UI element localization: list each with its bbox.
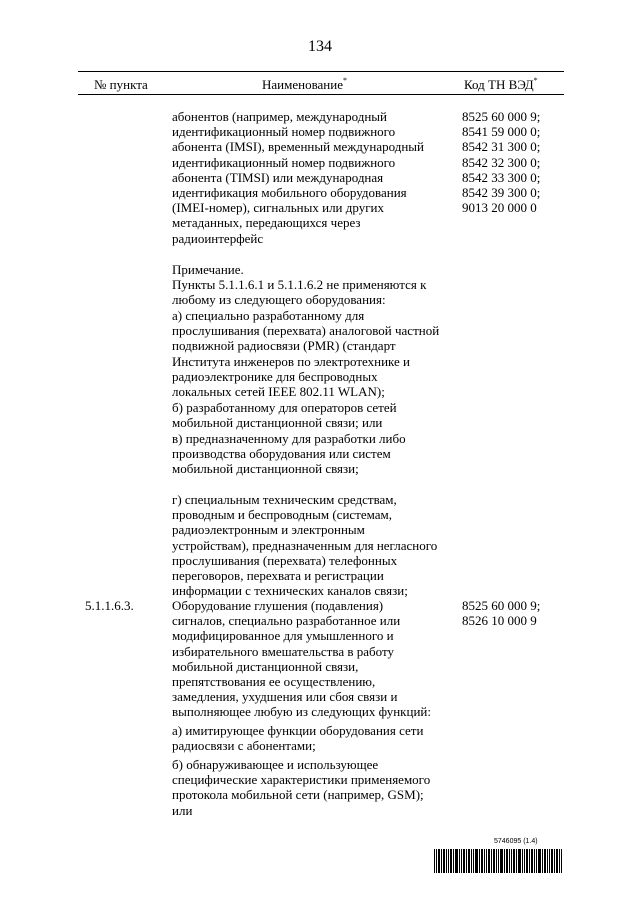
row-2-codes: 8525 60 000 9; 8526 10 000 9: [462, 598, 541, 629]
page-number: 134: [308, 38, 332, 55]
column-header-name-text: Наименование: [262, 77, 343, 92]
row-1-paragraph-a: а) специально разработанному для прослушивания (перехвата) аналоговой частной подвижной радиосвязи (PMR) (стандарт Института инженеров по электротехнике и радиоэлектронике для беспроводных локальных сетей IEEE 802.11 WLAN);: [172, 308, 440, 400]
row-1-paragraph-1: абонентов (например, международный идентификационный номер подвижного абонента (IMSI), временный международный идентификационный номер подвижного абонента (TIMSI) или международная идентификация мобильного оборудования (IMEI-номер), сигнальных или других метаданных, передающихся через радиоинтерфейс: [172, 109, 425, 246]
table-header-top-border: [78, 71, 564, 72]
column-header-code-footnote-mark: *: [533, 76, 538, 85]
row-1-paragraph-b: б) разработанному для операторов сетей мобильной дистанционной связи; или: [172, 400, 397, 431]
column-header-name: [262, 77, 347, 92]
row-2-paragraph-b: б) обнаруживающее и использующее специфические характеристики применяемого протокола мобильной сети (например, GSM); или: [172, 757, 431, 818]
row-2-number: 5.1.1.6.3.: [85, 598, 134, 613]
column-header-code-text: Код ТН ВЭД: [464, 77, 534, 92]
document-id: 5746095 (1.4): [494, 838, 538, 845]
row-2-paragraph-a: а) имитирующее функции оборудования сети радиосвязи с абонентами;: [172, 723, 424, 754]
barcode-image: [434, 849, 562, 873]
table-header-bottom-border: [78, 94, 564, 95]
row-1-codes: 8525 60 000 9; 8541 59 000 0; 8542 31 300 0; 8542 32 300 0; 8542 33 300 0; 8542 39 300 0; 9013 20 000 0: [462, 109, 541, 216]
row-1-paragraph-note: Примечание. Пункты 5.1.1.6.1 и 5.1.1.6.2 не применяются к любому из следующего оборудования:: [172, 262, 427, 308]
row-1-paragraph-v: в) предназначенному для разработки либо производства оборудования или систем мобильной дистанционной связи;: [172, 431, 406, 477]
column-header-code: [464, 77, 538, 92]
column-header-name-footnote-mark: *: [343, 76, 347, 85]
row-1-paragraph-g: г) специальным техническим средствам, проводным и беспроводным (системам, радиоэлектронным и электронным устройствам), предназначенным для негласного прослушивания (перехвата) телефонных переговоров, перехвата и регистрации информации с технических каналов связи;: [172, 492, 438, 599]
row-2-paragraph-1: Оборудование глушения (подавления) сигналов, специально разработанное или модифицированное для умышленного и избирательного вмешательства в работу мобильной дистанционной связи, препятствования ее осуществлению, замедления, ухудшения или сбоя связи и выполняющее любую из следующих функций:: [172, 598, 431, 720]
column-header-number: № пункта: [94, 77, 148, 92]
